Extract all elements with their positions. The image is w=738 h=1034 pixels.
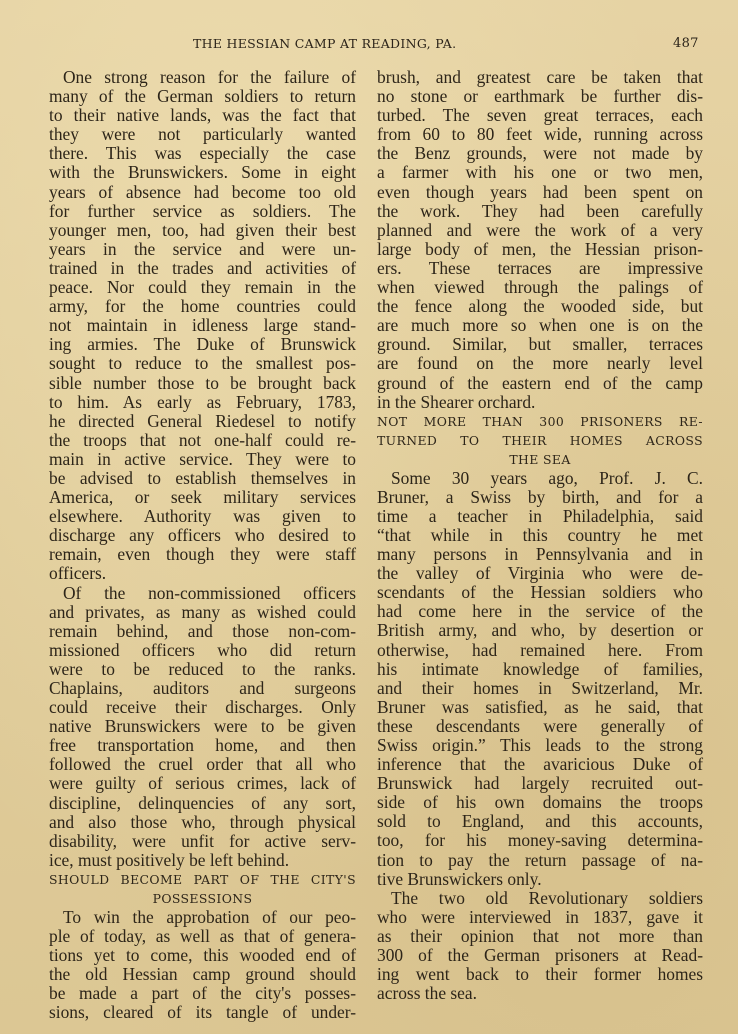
text-line: are much more so when one is on the (377, 315, 703, 336)
text-line: in the Shearer orchard. (377, 391, 536, 412)
text-line: to him. As early as February, 1783, (49, 391, 356, 412)
text-line: time a teacher in Philadelphia, said (377, 505, 703, 526)
paragraph (49, 908, 356, 1023)
text-line: free transportation home, and then (49, 735, 356, 756)
text-line: years of absence had become too old (49, 181, 356, 202)
text-line: planned and were the work of a very (377, 219, 703, 240)
text-line: sible number those to be brought back (49, 372, 356, 393)
text-line: the troops that not one-half could re- (49, 429, 356, 450)
page-header (0, 28, 738, 51)
text-line: remain behind, and those non-com- (49, 620, 356, 641)
text-line: officers. (49, 563, 107, 584)
left-column (49, 68, 356, 1023)
text-line: and also those who, through physical (49, 811, 356, 832)
text-line: younger men, too, had given their best (49, 219, 356, 240)
text-line: British army, and who, by desertion or (377, 620, 703, 641)
text-line: the Benz grounds, were not made by (377, 143, 703, 164)
text-line: tions yet to come, this wooded end of (49, 945, 356, 966)
right-column (377, 68, 703, 1003)
text-line: America, or seek military services (49, 487, 356, 508)
text-line: scendants of the Hessian soldiers who (377, 582, 703, 603)
section-heading (49, 870, 356, 908)
text-line: sought to reduce to the smallest pos- (49, 353, 356, 374)
text-line: tive Brunswickers only. (377, 868, 542, 889)
text-line: missioned officers who did return (49, 639, 356, 660)
text-line: the fence along the wooded side, but (377, 296, 703, 317)
text-line: ground. Similar, but smaller, terraces (377, 334, 703, 355)
text-line: he directed General Riedesel to notify (49, 410, 356, 431)
text-line: many of the German soldiers to return (49, 86, 356, 107)
text-line: remain, even though they were staff (49, 544, 356, 565)
text-line: ice, must positively be left behind. (49, 849, 290, 870)
text-line: followed the cruel order that all who (49, 754, 356, 775)
text-line: even though years had been spent on (377, 181, 703, 202)
text-line: ground of the eastern end of the camp (377, 372, 703, 393)
text-line: could receive their discharges. Only (49, 697, 356, 718)
text-line: Of the non-commissioned officers (63, 582, 356, 603)
text-line: years in the service and were un- (49, 238, 356, 259)
text-line: too, for his money-saving determina- (377, 830, 703, 851)
text-line: discipline, delinquencies of any sort, (49, 792, 356, 813)
text-line: sions, cleared of its tangle of under- (49, 1002, 356, 1023)
text-line: for further service as soldiers. The (49, 200, 356, 221)
text-line: these descendants were generally of (377, 715, 703, 736)
text-line: his intimate knowledge of families, (377, 658, 703, 679)
text-line: be advised to establish themselves in (49, 467, 356, 488)
text-line: be made a part of the city's posses- (49, 983, 356, 1004)
text-line: sold to England, and this accounts, (377, 811, 703, 832)
text-line: One strong reason for the failure of (63, 67, 356, 87)
text-line: disability, were unfit for active serv- (49, 830, 356, 851)
text-line: the work. They had been carefully (377, 200, 703, 221)
text-line: ple of today, as well as that of genera- (49, 926, 356, 947)
section-heading (377, 412, 703, 469)
text-line: tion to pay the return passage of na- (377, 849, 703, 870)
text-line: many persons in Pennsylvania and in (377, 544, 703, 565)
text-line: no stone or earthmark be further dis- (377, 86, 703, 107)
page-number: 487 (673, 36, 699, 51)
text-line: Bruner was satisfied, as he said, that (377, 696, 703, 717)
text-line: native Brunswickers were to be given (49, 716, 356, 737)
text-line: were guilty of serious crimes, lack of (49, 773, 356, 794)
text-line: turbed. The seven great terraces, each (377, 105, 703, 126)
paragraph (49, 68, 356, 584)
text-line: “that while in this country he met (377, 524, 703, 545)
text-line: main in active service. They were to (49, 448, 356, 469)
text-line: Chaplains, auditors and surgeons (49, 678, 356, 698)
text-line: Some 30 years ago, Prof. J. C. (391, 467, 703, 488)
text-line: To win the approbation of our peo- (63, 906, 356, 927)
text-line: discharge any officers who desired to (49, 525, 356, 546)
text-line: not maintain in idleness large stand- (49, 315, 356, 336)
text-line: with the Brunswickers. Some in eight (49, 162, 356, 183)
text-line: were to be reduced to the ranks. (49, 658, 356, 679)
text-line: ers. These terraces are impressive (377, 257, 703, 278)
text-line: peace. Nor could they remain in the (49, 277, 356, 298)
text-line: brush, and greatest care be taken that (377, 67, 703, 87)
text-line: inference that the avaricious Duke of (377, 754, 703, 775)
text-line: had come here in the service of the (377, 601, 703, 622)
text-line: elsewhere. Authority was given to (49, 506, 356, 527)
text-line: Swiss origin.” This leads to the strong (377, 735, 703, 755)
text-line: as their opinion that not more than (377, 925, 703, 946)
text-line: Brunswick had largely recruited out- (377, 773, 703, 794)
heading-line: THE SEA (509, 451, 571, 467)
text-line: large body of men, the Hessian prison- (377, 238, 703, 259)
text-line: to their native lands, was the fact that (49, 105, 356, 126)
text-line: the valley of Virginia who were de- (377, 563, 703, 584)
text-line: are found on the more nearly level (377, 353, 703, 374)
text-line: and privates, as many as wished could (49, 601, 356, 622)
text-line: who were interviewed in 1837, gave it (377, 906, 703, 927)
text-line: from 60 to 80 feet wide, running across (377, 124, 703, 145)
text-line: and their homes in Switzerland, Mr. (377, 677, 703, 698)
text-line: the old Hessian camp ground should (49, 964, 356, 985)
heading-line: POSSESSIONS (152, 890, 253, 906)
text-line: side of his own domains the troops (377, 792, 703, 813)
text-line: The two old Revolutionary soldiers (391, 887, 703, 908)
running-title: THE HESSIAN CAMP AT READING, PA. (193, 36, 457, 51)
paragraph (377, 68, 703, 412)
text-line: across the sea. (377, 983, 477, 1004)
text-line: Bruner, a Swiss by birth, and for a (377, 486, 703, 507)
text-line: when viewed through the palings of (377, 277, 703, 298)
text-line: army, for the home countries could (49, 296, 356, 317)
paragraph (49, 584, 356, 870)
text-line: a farmer with his one or two men, (377, 162, 703, 183)
heading-line: NOT MORE THAN 300 PRISONERS RE- (377, 413, 703, 429)
heading-line: TURNED TO THEIR HOMES ACROSS (377, 432, 703, 448)
text-line: they were not particularly wanted (49, 124, 356, 145)
text-line: ing went back to their former homes (377, 964, 703, 985)
paragraph (377, 469, 703, 889)
text-line: trained in the trades and activities of (49, 257, 356, 278)
text-line: there. This was especially the case (49, 143, 356, 164)
text-line: ing armies. The Duke of Brunswick (49, 334, 356, 355)
paragraph (377, 889, 703, 1004)
heading-line: SHOULD BECOME PART OF THE CITY'S (49, 871, 356, 887)
text-line: 300 of the German prisoners at Read- (377, 945, 703, 966)
text-line: otherwise, had remained here. From (377, 639, 703, 660)
